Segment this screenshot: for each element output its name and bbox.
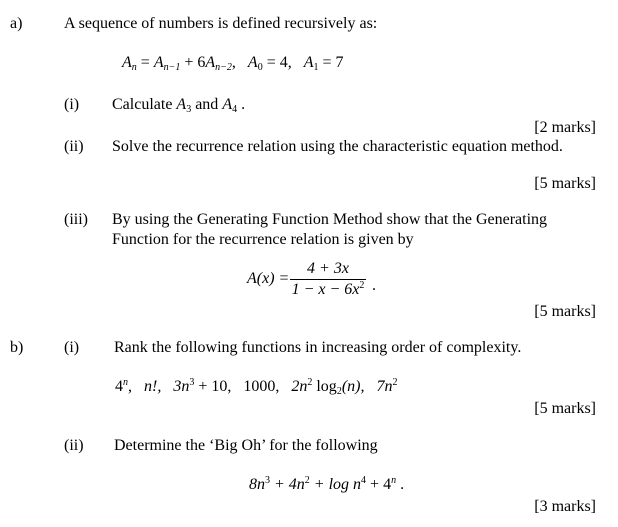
function-list: 4$^n$, n!, $3n^3 + 10$, 1000, $2n^2$ $\log_2(n)$, $7n^2$: [115, 377, 398, 397]
subpart-b-ii-text: Determine the ‘Big Oh’ for the following: [114, 437, 378, 454]
part-a-intro: A sequence of numbers is defined recursively as:: [64, 15, 378, 32]
fraction-numerator: 4 + 3x: [307, 260, 349, 277]
subpart-iii-text-line2: Function for the recurrence relation is given by: [112, 231, 414, 248]
subpart-i-text: Calculate $A_3$ and $A_4$ .: [112, 96, 246, 115]
subpart-i-label: (i): [64, 96, 80, 113]
marks-b-ii: [3 marks]: [534, 498, 596, 515]
subpart-iii-text-line1: By using the Generating Function Method show that the Generating: [112, 211, 548, 228]
fraction-denominator: $1 - x - 6x^2$: [291, 280, 365, 298]
marks-b-i: [5 marks]: [534, 400, 596, 417]
subpart-ii-label: (ii): [64, 138, 84, 155]
subpart-b-ii-label: (ii): [64, 437, 84, 454]
subpart-b-i-label: (i): [64, 339, 80, 356]
part-a-label: a): [10, 15, 23, 32]
generating-function-lhs: A(x) =: [247, 270, 290, 287]
subpart-b-i-text: Rank the following functions in increasing order of complexity.: [114, 339, 522, 356]
big-oh-expression: $8n^3 + 4n^2 + \log n^4 + 4^n$ .: [249, 475, 405, 493]
marks-a-ii: [5 marks]: [534, 175, 596, 192]
recurrence-equation: $A_n = A_{n-1} + 6A_{n-2}$, $A_0 = 4$, $A_1 = 7$: [122, 54, 344, 73]
generating-function-fraction: [290, 259, 366, 300]
marks-a-i: [2 marks]: [534, 119, 596, 136]
generating-function-period: .: [372, 277, 376, 294]
marks-a-iii: [5 marks]: [534, 303, 596, 320]
subpart-ii-text: Solve the recurrence relation using the characteristic equation method.: [112, 138, 563, 155]
subpart-iii-label: (iii): [64, 211, 88, 228]
part-b-label: b): [10, 339, 24, 356]
